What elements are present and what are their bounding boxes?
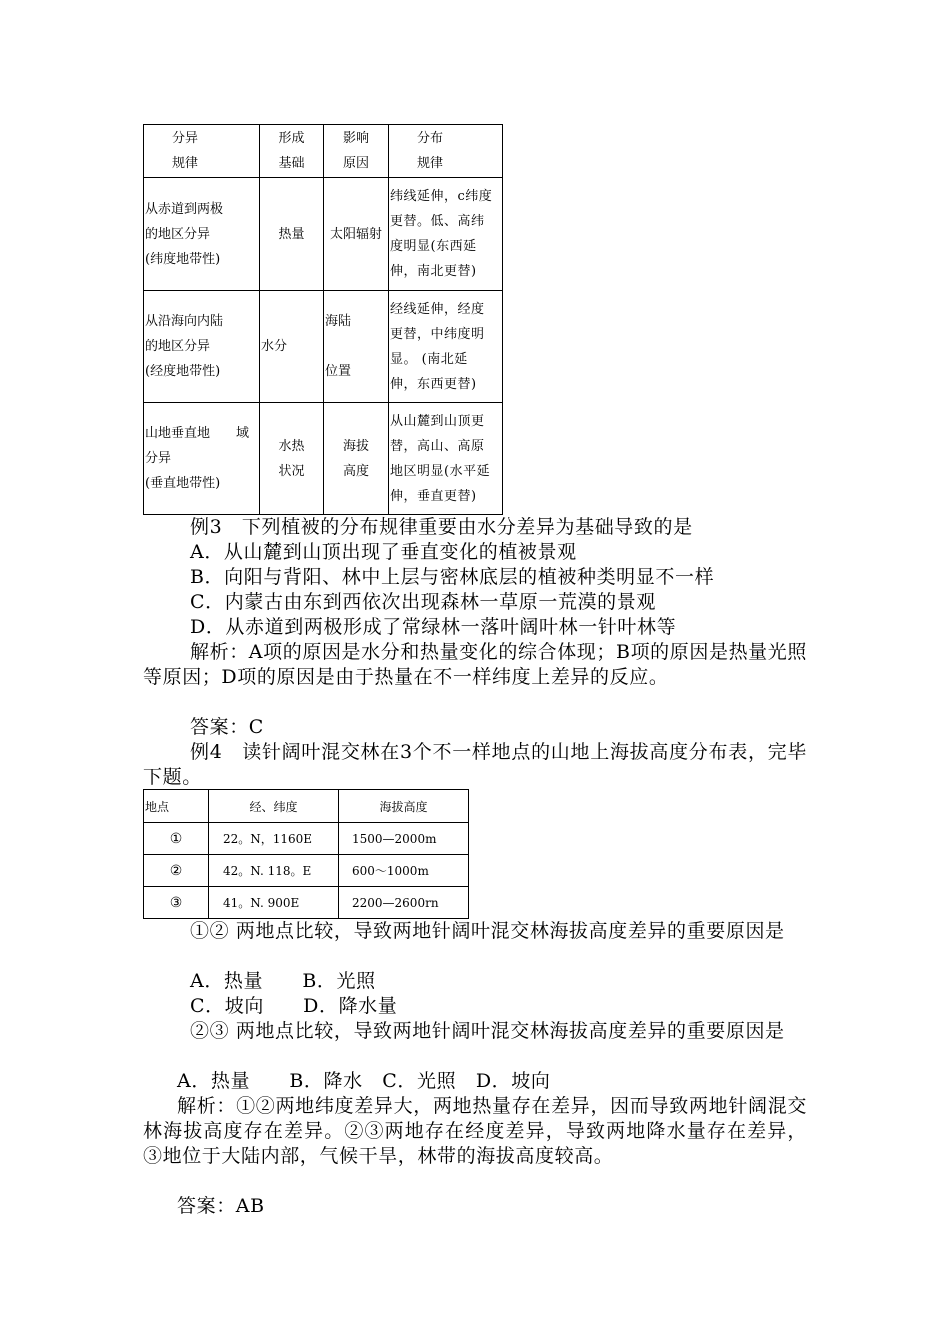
cause-cell: 太阳辐射 (324, 178, 389, 291)
altitude-cell: 1500—2000m (339, 823, 469, 855)
example3-answer: 答案：C (190, 716, 264, 738)
question1-options-ab: A．热量 B．光照 (190, 970, 376, 992)
site-cell: ① (144, 823, 209, 855)
example4-title: 例4 读针阔叶混交林在3个不一样地点的山地上海拔高度分布表，完毕下题。 (143, 741, 807, 788)
header-cell: 影响 原因 (324, 125, 389, 178)
regional-differentiation-table (143, 124, 503, 515)
basis-cell: 水分 (260, 291, 324, 403)
question2-options: A．热量 B．降水 C．光照 D．坡向 (177, 1070, 551, 1092)
example3-option-d: D．从赤道到两极形成了常绿林一落叶阔叶林一针叶林等 (190, 616, 677, 638)
coordinate-cell: 41。N. 900E (209, 887, 339, 919)
cause-cell: 海拔 高度 (324, 403, 389, 515)
header-cell: 经、纬度 (209, 790, 339, 823)
header-cell: 分异 规律 (144, 125, 260, 178)
altitude-cell: 600～1000m (339, 855, 469, 887)
example3-option-c: C．内蒙古由东到西依次出现森林一草原一荒漠的景观 (190, 591, 656, 613)
table-row (144, 403, 503, 515)
table-row (144, 178, 503, 291)
distribution-cell: 从山麓到山顶更 替，高山、高原 地区明显(水平延 伸，垂直更替) (389, 403, 503, 515)
cause-cell: 海陆 位置 (324, 291, 389, 403)
pattern-cell: 从赤道到两极 的地区分异 (纬度地带性) (144, 178, 260, 291)
basis-cell: 热量 (260, 178, 324, 291)
question1-text: ①② 两地点比较，导致两地针阔叶混交林海拔高度差异的重要原因是 (190, 920, 785, 942)
table-header-row (144, 125, 503, 178)
example4-analysis: 解析：①②两地纬度差异大，两地热量存在差异，因而导致两地针阔混交林海拔高度存在差异。②③两地存在经度差异，导致两地降水量存在差异，③地位于大陆内部，气候干旱，林带的海拔高度较高。 (143, 1095, 807, 1167)
example3-option-a: A．从山麓到山顶出现了垂直变化的植被景观 (190, 541, 577, 563)
header-cell: 形成 基础 (260, 125, 324, 178)
forest-altitude-table (143, 789, 469, 919)
table-row (144, 855, 469, 887)
table-row (144, 887, 469, 919)
example3-title: 例3 下列植被的分布规律重要由水分差异为基础导致的是 (190, 516, 693, 538)
table-header-row (144, 790, 469, 823)
coordinate-cell: 42。N. 118。E (209, 855, 339, 887)
question1-options-cd: C．坡向 D．降水量 (190, 995, 398, 1017)
distribution-cell: 纬线延伸，c纬度 更替。低、高纬 度明显(东西延 伸，南北更替) (389, 178, 503, 291)
question2-text: ②③ 两地点比较，导致两地针阔叶混交林海拔高度差异的重要原因是 (190, 1020, 785, 1042)
pattern-cell: 从沿海向内陆 的地区分异 (经度地带性) (144, 291, 260, 403)
altitude-cell: 2200—2600rn (339, 887, 469, 919)
example3-option-b: B．向阳与背阳、林中上层与密林底层的植被种类明显不一样 (190, 566, 715, 588)
site-cell: ③ (144, 887, 209, 919)
site-cell: ② (144, 855, 209, 887)
pattern-cell: 山地垂直地 域 分异 (垂直地带性) (144, 403, 260, 515)
header-cell: 分布 规律 (389, 125, 503, 178)
example3-analysis: 解析：A项的原因是水分和热量变化的综合体现；B项的原因是热量光照等原因；D项的原因是由于热量在不一样纬度上差异的反应。 (143, 641, 807, 688)
coordinate-cell: 22。N，1160E (209, 823, 339, 855)
basis-cell: 水热 状况 (260, 403, 324, 515)
table-row (144, 291, 503, 403)
table-row (144, 823, 469, 855)
header-cell: 地点 (144, 790, 209, 823)
distribution-cell: 经线延伸，经度 更替，中纬度明 显。 (南北延 伸，东西更替) (389, 291, 503, 403)
header-cell: 海拔高度 (339, 790, 469, 823)
example4-answer: 答案：AB (177, 1195, 265, 1217)
